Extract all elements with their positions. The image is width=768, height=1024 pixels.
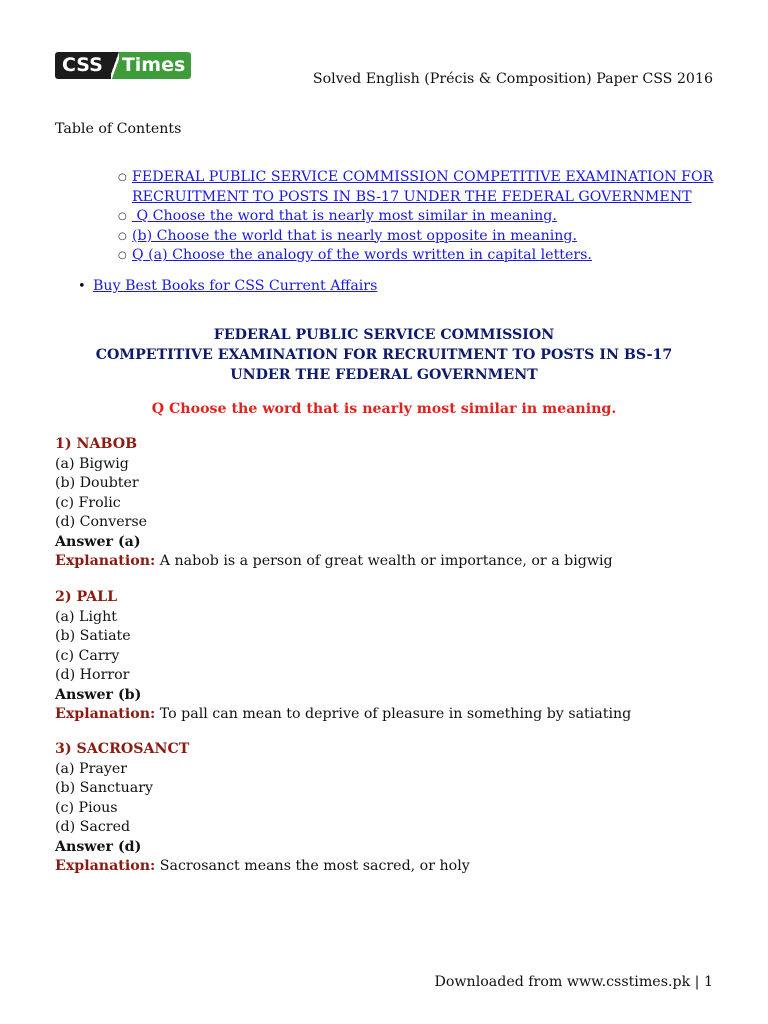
question-title: 2) PALL bbox=[55, 589, 118, 605]
explanation-text: To pall can mean to deprive of pleasure in something by satiating bbox=[159, 706, 632, 722]
option: (a) Prayer bbox=[55, 760, 128, 777]
question-block bbox=[55, 740, 735, 877]
exam-heading bbox=[0, 325, 768, 385]
option: (a) Light bbox=[55, 608, 117, 625]
answer: Answer (b) bbox=[55, 686, 142, 703]
exam-heading-line: FEDERAL PUBLIC SERVICE COMMISSION bbox=[213, 327, 555, 343]
answer: Answer (d) bbox=[55, 838, 142, 855]
circle-bullet-icon: ○ bbox=[118, 172, 127, 183]
circle-bullet-icon: ○ bbox=[118, 211, 127, 222]
option: (b) Sanctuary bbox=[55, 780, 154, 796]
option: (b) Satiate bbox=[55, 628, 131, 644]
disc-bullet-icon: • bbox=[78, 279, 86, 294]
toc-item bbox=[78, 277, 377, 296]
option: (c) Frolic bbox=[55, 494, 121, 511]
question-block bbox=[55, 588, 735, 725]
explanation-label: Explanation: bbox=[55, 858, 156, 874]
logo-times-text: Times bbox=[119, 52, 191, 79]
page-footer: Downloaded from www.csstimes.pk | 1 bbox=[434, 974, 713, 990]
logo-css-text: CSS bbox=[55, 52, 111, 79]
explanation-text: A nabob is a person of great wealth or importance, or a bigwig bbox=[159, 553, 613, 569]
question-block bbox=[55, 435, 735, 572]
explanation-label: Explanation: bbox=[55, 706, 156, 722]
toc-link-analogy[interactable]: Q (a) Choose the analogy of the words written in capital letters. bbox=[132, 247, 592, 263]
explanation bbox=[55, 705, 735, 725]
csstimes-logo[interactable] bbox=[55, 52, 191, 79]
option: (b) Doubter bbox=[55, 475, 139, 491]
question-title: 3) SACROSANCT bbox=[55, 741, 190, 757]
option: (a) Bigwig bbox=[55, 455, 129, 472]
toc-sublist bbox=[118, 168, 718, 266]
circle-bullet-icon: ○ bbox=[118, 250, 127, 261]
circle-bullet-icon: ○ bbox=[118, 230, 127, 242]
toc-item bbox=[118, 227, 718, 247]
answer: Answer (a) bbox=[55, 533, 141, 550]
explanation bbox=[55, 552, 735, 572]
toc-item bbox=[118, 246, 718, 266]
question-title: 1) NABOB bbox=[55, 436, 138, 452]
toc-mainlist bbox=[78, 277, 377, 296]
toc-link-fpsc-heading[interactable]: FEDERAL PUBLIC SERVICE COMMISSION COMPETITIVE EXAMINATION FOR RECRUITMENT TO POSTS IN BS-17 UNDER THE FEDERAL GOVERNMENT bbox=[132, 169, 714, 205]
explanation-label: Explanation: bbox=[55, 553, 156, 569]
toc-link-similar-meaning[interactable]: Q Choose the word that is nearly most similar in meaning. bbox=[132, 208, 557, 224]
toc-link-opposite-meaning[interactable]: (b) Choose the world that is nearly most opposite in meaning. bbox=[132, 227, 577, 244]
section-question-title: Q Choose the word that is nearly most similar in meaning. bbox=[151, 401, 617, 417]
explanation-text: Sacrosanct means the most sacred, or holy bbox=[159, 858, 470, 874]
option: (d) Horror bbox=[55, 667, 130, 683]
option: (c) Pious bbox=[55, 799, 118, 816]
option: (d) Converse bbox=[55, 514, 148, 530]
exam-heading-line: UNDER THE FEDERAL GOVERNMENT bbox=[230, 367, 538, 383]
toc-title: Table of Contents bbox=[55, 121, 182, 137]
toc-link-buy-books[interactable]: Buy Best Books for CSS Current Affairs bbox=[93, 278, 378, 294]
logo-slash bbox=[111, 52, 119, 79]
toc-item bbox=[118, 168, 718, 207]
explanation bbox=[55, 857, 735, 877]
exam-heading-line: COMPETITIVE EXAMINATION FOR RECRUITMENT TO POSTS IN BS-17 bbox=[95, 347, 673, 363]
option: (d) Sacred bbox=[55, 819, 131, 835]
document-header-title: Solved English (Précis & Composition) Paper CSS 2016 bbox=[312, 71, 713, 87]
option: (c) Carry bbox=[55, 647, 120, 664]
toc-item bbox=[118, 207, 718, 227]
